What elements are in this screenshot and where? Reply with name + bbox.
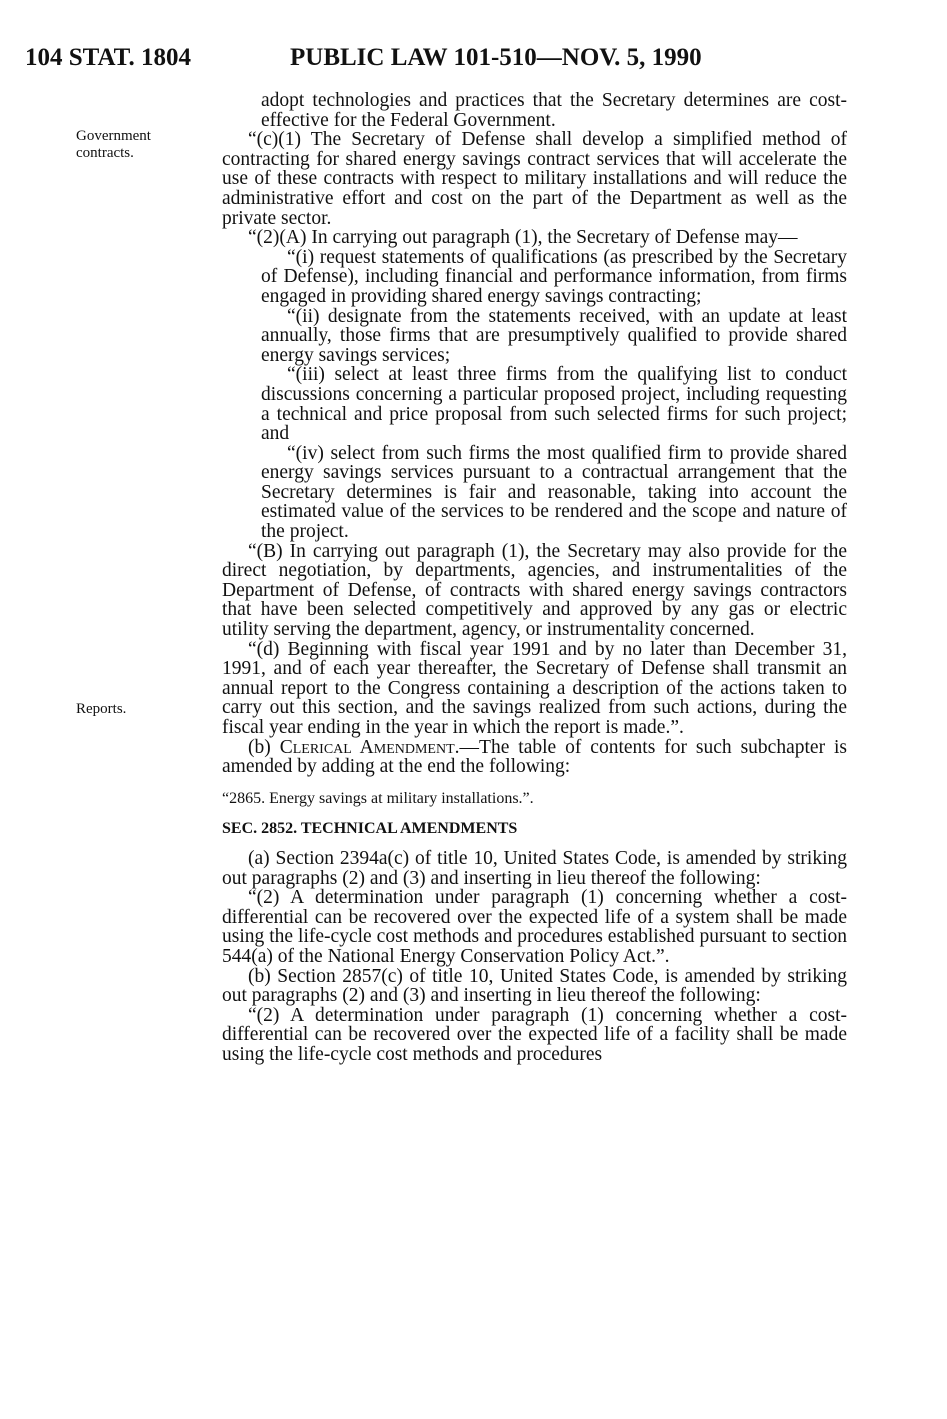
margin-note-government-contracts: Government contracts. bbox=[76, 128, 151, 161]
table-of-contents-entry: “2865. Energy savings at military installations.”. bbox=[222, 789, 534, 807]
paragraph: “(2)(A) In carrying out paragraph (1), the Secretary of Defense may— bbox=[248, 227, 798, 249]
paragraph: “(2) A determination under paragraph (1) concerning whether a cost-differential can be recovered over the expected life of a system shall be made using the life-cycle cost methods and procedures established pursuant to section 544(a) of the National Energy Conservation Policy Act.”. bbox=[222, 887, 847, 967]
clause-ii: “(ii) designate from the statements received, with an update at least annually, those firms that are presumptively qualified to provide shared energy savings services; bbox=[261, 305, 847, 366]
paragraph: (b) Section 2857(c) of title 10, United States Code, is amended by striking out paragraphs (2) and (3) and inserting in lieu thereof the following: bbox=[222, 965, 847, 1007]
subsection-label: (b) bbox=[248, 736, 271, 758]
document-body bbox=[222, 91, 847, 1065]
paragraph: (a) Section 2394a(c) of title 10, United States Code, is amended by striking out paragraphs (2) and (3) and inserting in lieu thereof the following: bbox=[222, 847, 847, 889]
page-title: PUBLIC LAW 101-510—NOV. 5, 1990 bbox=[290, 44, 702, 71]
section-heading: SEC. 2852. TECHNICAL AMENDMENTS bbox=[222, 820, 518, 838]
paragraph: “(2) A determination under paragraph (1) concerning whether a cost-differential can be recovered over the expected life of a facility shall be made using the life-cycle cost methods and procedures bbox=[222, 1004, 847, 1065]
paragraph: “(d) Beginning with fiscal year 1991 and by no later than December 31, 1991, and of each year thereafter, the Secretary of Defense shall transmit an annual report to the Congress containing a description of the actions taken to carry out this section, and the savings realized from such actions, during the fiscal year ending in the year in which the report is made.”. bbox=[222, 638, 847, 738]
subsection-text: —The table of contents for such subchapter is amended by adding at the end the following: bbox=[222, 736, 848, 778]
paragraph: adopt technologies and practices that the Secretary determines are cost-effective for the Federal Government. bbox=[261, 90, 847, 131]
paragraph bbox=[222, 738, 847, 777]
clause-iv: “(iv) select from such firms the most qualified firm to provide shared energy savings services pursuant to a contractual arrangement that the Secretary determines is fair and reasonable, taking into account the estimated value of the services to be rendered and the scope and nature of the project. bbox=[261, 442, 847, 543]
paragraph: “(B) In carrying out paragraph (1), the Secretary may also provide for the direct negotiation, by departments, agencies, and instrumentalities of the Department of Defense, of contracts with shared energy savings contractors that have been selected competitively and approved by any gas or electric utility serving the department, agency, or instrumentality concerned. bbox=[222, 540, 847, 641]
margin-note-reports: Reports. bbox=[76, 701, 127, 717]
paragraph: “(c)(1) The Secretary of Defense shall develop a simplified method of contracting for shared energy savings contract services that will accelerate the use of these contracts with respect to military installations and will reduce the administrative effort and cost on the part of the Department as well as the private sector. bbox=[222, 129, 847, 229]
page-stat-number: 104 STAT. 1804 bbox=[25, 44, 191, 71]
clause-i: “(i) request statements of qualifications (as prescribed by the Secretary of Defense), including financial and performance information, from firms engaged in providing shared energy savings contracting; bbox=[261, 246, 847, 307]
clause-iii: “(iii) select at least three firms from the qualifying list to conduct discussions concerning a particular proposed project, including requesting a technical and price proposal from such selected firms for such project; and bbox=[261, 364, 847, 445]
subsection-heading: Clerical Amendment. bbox=[279, 736, 460, 758]
